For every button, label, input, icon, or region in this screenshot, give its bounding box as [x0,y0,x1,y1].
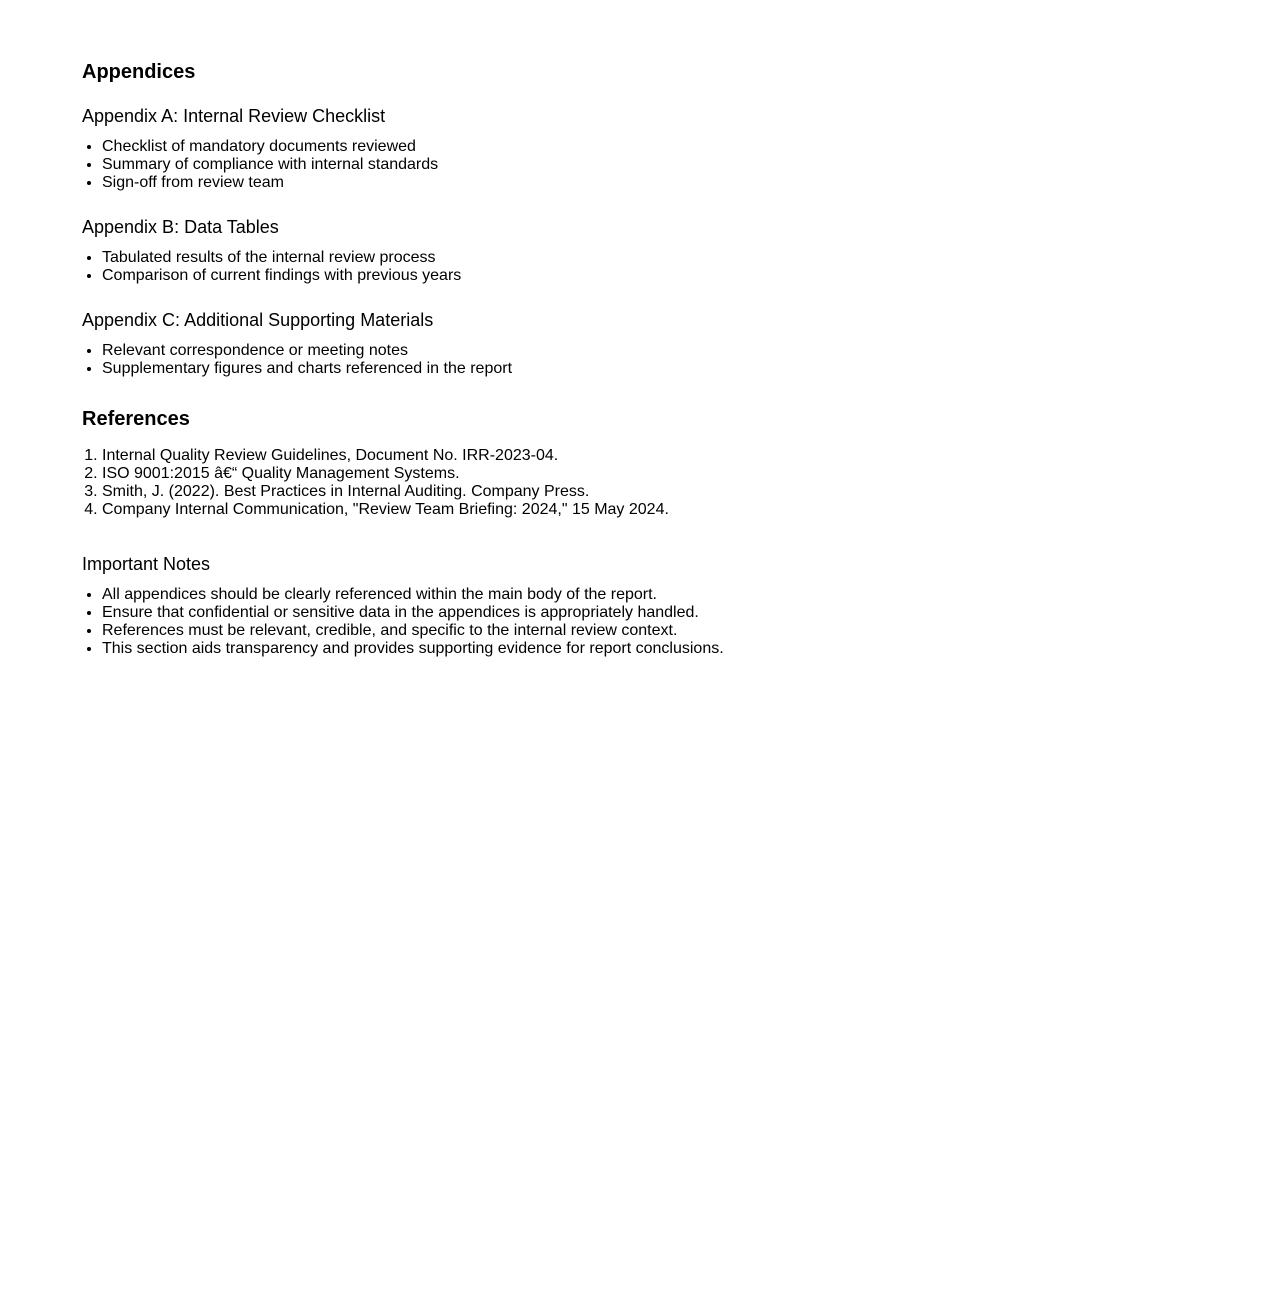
references-heading: References [82,408,190,430]
reference-item: 3. Smith, J. (2022). Best Practices in Internal Auditing. Company Press. [102,483,1182,501]
reference-item: 1. Internal Quality Review Guidelines, Document No. IRR-2023-04. [102,447,1182,465]
references-list [82,447,1182,519]
reference-item: 4. Company Internal Communication, "Review Team Briefing: 2024," 15 May 2024. [102,501,1182,519]
list-item: • All appendices should be clearly referenced within the main body of the report. [102,586,1182,604]
appendix-a-heading: Appendix A: Internal Review Checklist [82,106,386,126]
list-item: • Checklist of mandatory documents reviewed [102,138,1182,156]
list-item: • Sign-off from review team [102,174,1182,192]
list-item: • Summary of compliance with internal standards [102,156,1182,174]
appendix-b-list [82,249,1182,285]
list-item: • Relevant correspondence or meeting notes [102,342,1182,360]
document-page [0,0,1182,658]
appendix-a-section [82,104,1182,192]
important-notes-heading: Important Notes [82,554,211,574]
list-item: • References must be relevant, credible, and specific to the internal review context. [102,622,1182,640]
important-notes-list [82,586,1182,658]
important-notes-section [82,552,1182,658]
appendix-c-heading: Appendix C: Additional Supporting Materials [82,310,434,330]
list-item: • Supplementary figures and charts referenced in the report [102,360,1182,378]
list-item: • Comparison of current findings with previous years [102,267,1182,285]
list-item: • Tabulated results of the internal review process [102,249,1182,267]
appendix-c-list [82,342,1182,378]
appendix-a-list [82,138,1182,192]
appendix-c-section [82,308,1182,378]
list-item: • Ensure that confidential or sensitive data in the appendices is appropriately handled. [102,604,1182,622]
appendix-b-section [82,215,1182,285]
appendices-heading: Appendices [82,61,196,83]
list-item: • This section aids transparency and provides supporting evidence for report conclusions. [102,640,1182,658]
appendix-b-heading: Appendix B: Data Tables [82,217,279,237]
reference-item: 2. ISO 9001:2015 â€“ Quality Management Systems. [102,465,1182,483]
